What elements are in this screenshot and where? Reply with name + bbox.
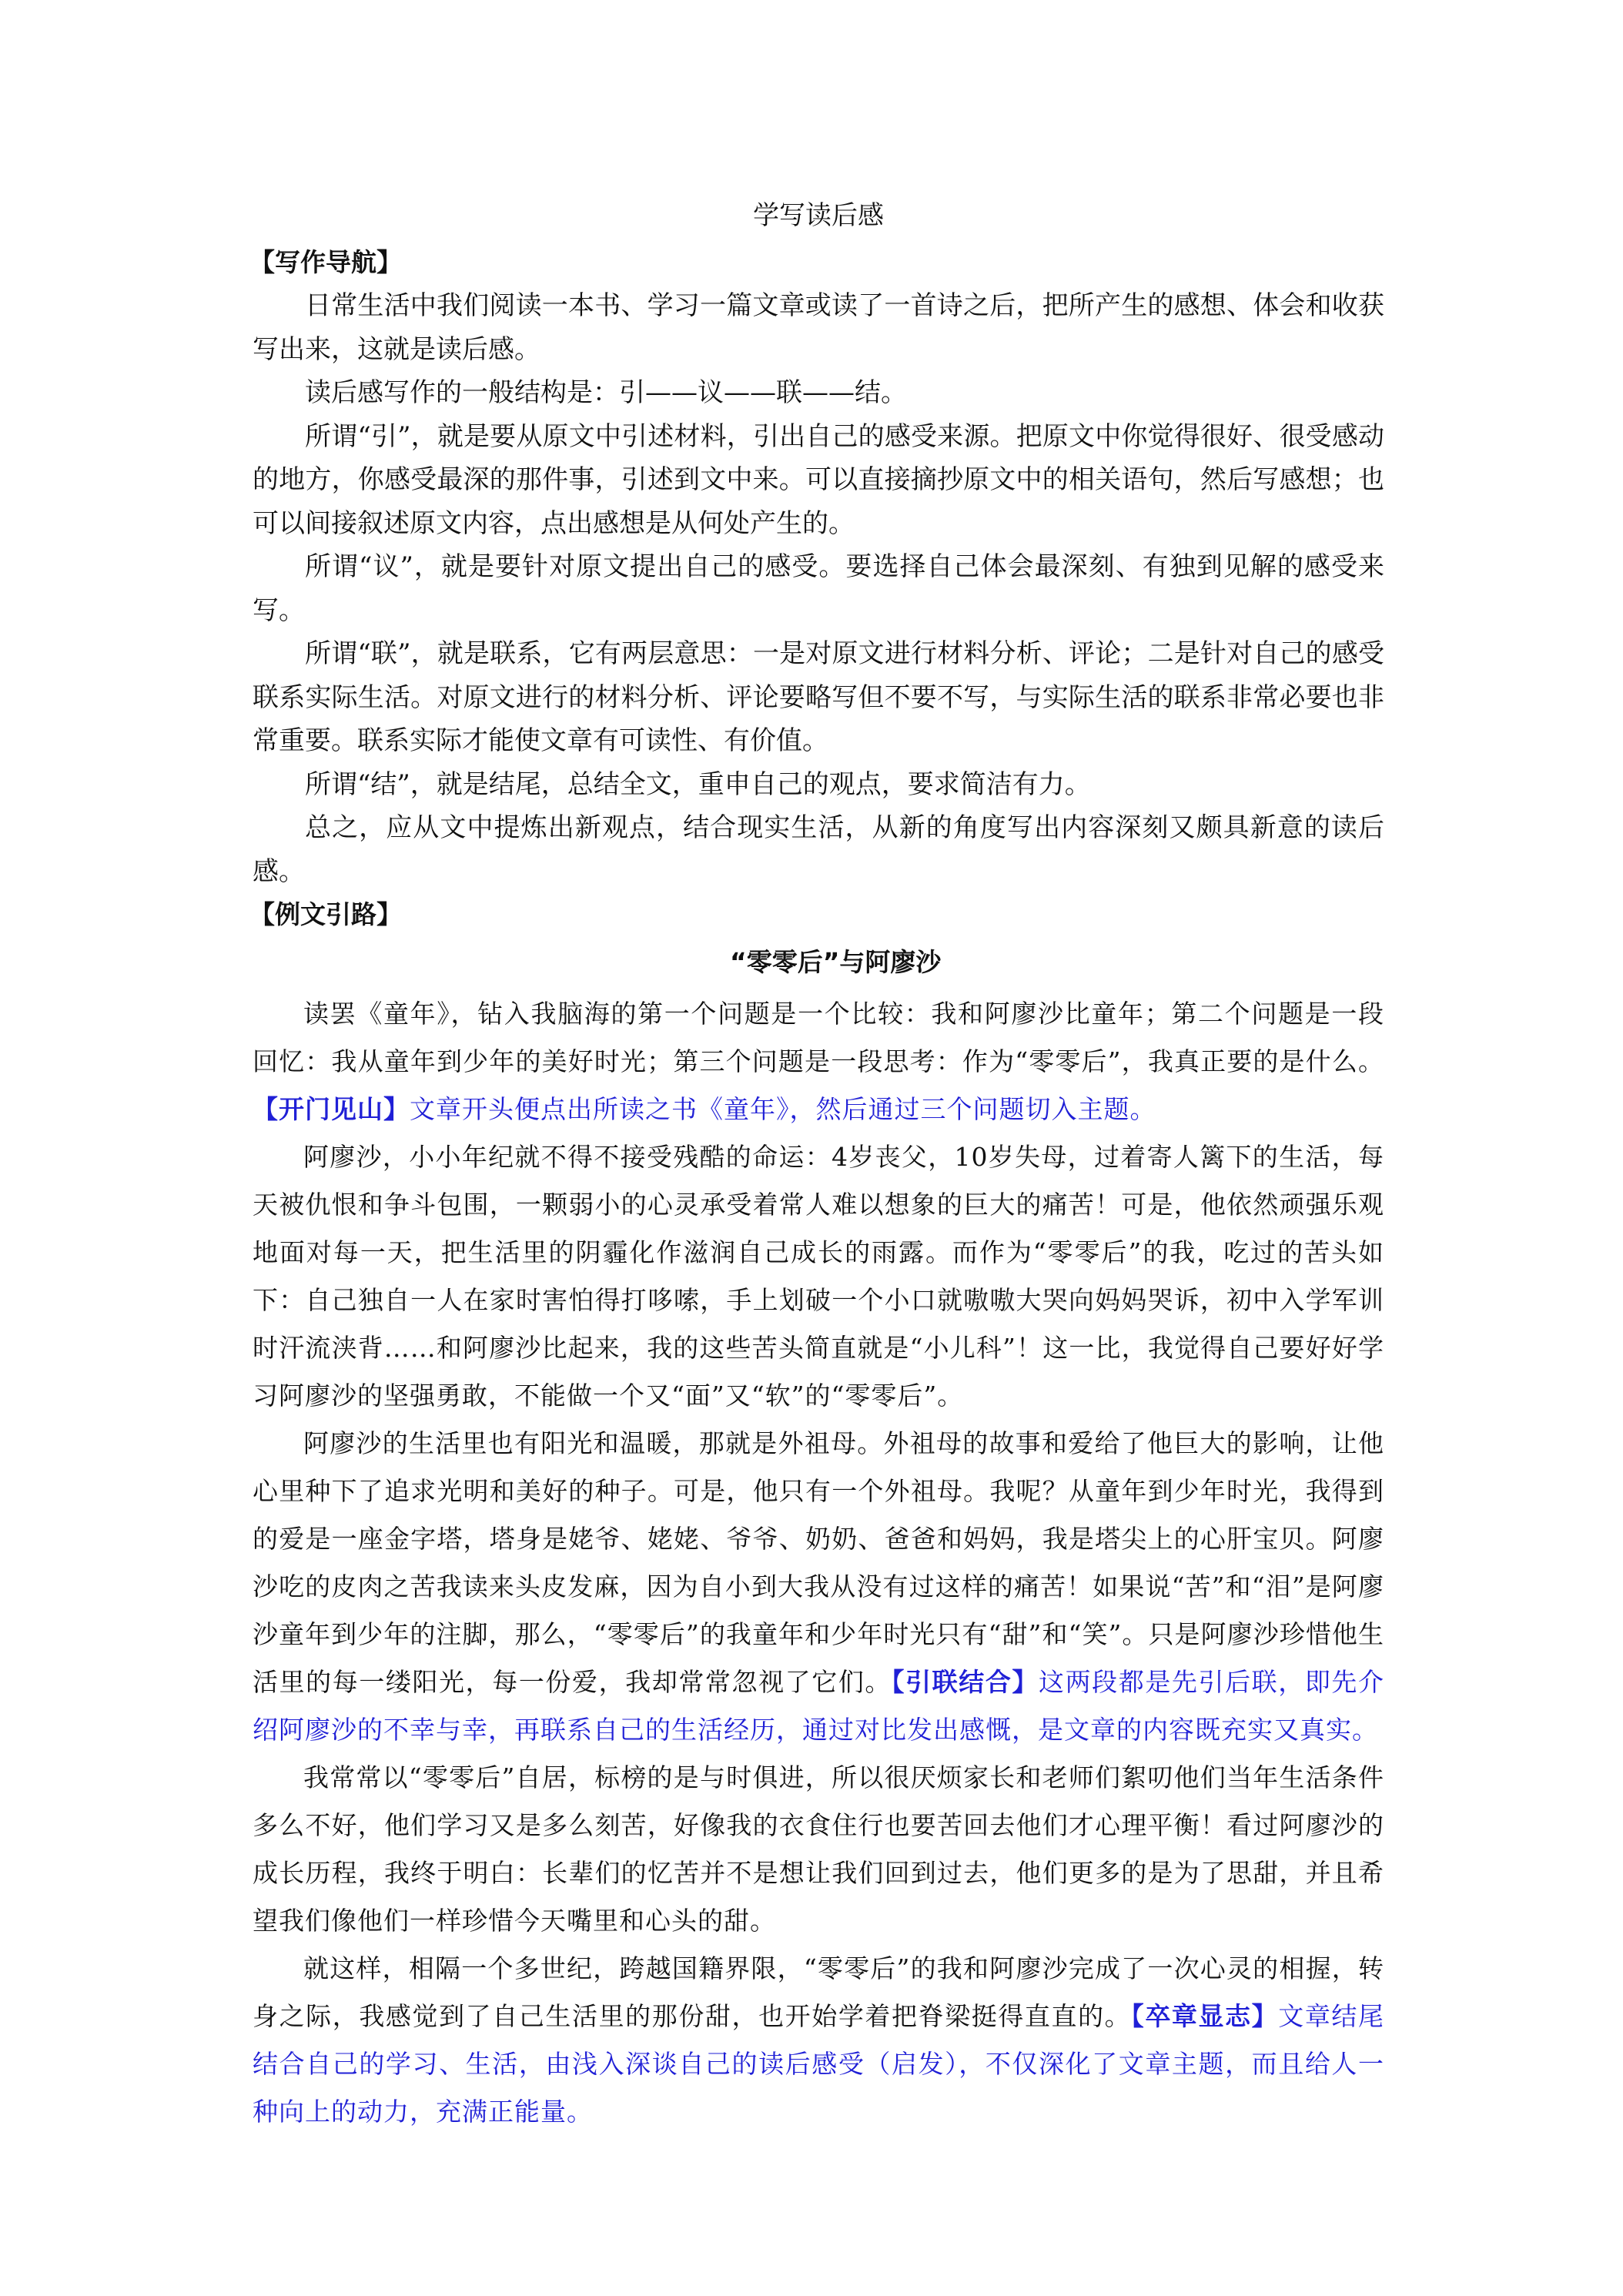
- annotation-note: 这两段都是先引后联，即先介绍阿廖沙的不幸与幸，再联系自己的生活经历，通过对比发出感慨，是文章的内容既充实又真实。: [253, 1667, 1385, 1745]
- essay-text: 阿廖沙的生活里也有阳光和温暖，那就是外祖母。外祖母的故事和爱给了他巨大的影响，让他心里种下了追求光明和美好的种子。可是，他只有一个外祖母。我呢？从童年到少年时光，我得到的爱是一座金字塔，塔身是姥爷、姥姥、爷爷、奶奶、爸爸和妈妈，我是塔尖上的心肝宝贝。阿廖沙吃的皮肉之苦我读来头皮发麻，因为自小到大我从没有过这样的痛苦！如果说“苦”和“泪”是阿廖沙童年到少年的注脚，那么，“零零后”的我童年和少年时光只有“甜”和“笑”。只是阿廖沙珍惜他生活里的每一缕阳光，每一份爱，我却常常忽视了它们。: [253, 1428, 1384, 1697]
- guide-paragraph-7: 总之，应从文中提炼出新观点，结合现实生活，从新的角度写出内容深刻又颇具新意的读后感。: [253, 812, 1384, 887]
- essay-text: 读罢《童年》，钻入我脑海的第一个问题是一个比较：我和阿廖沙比童年；第二个问题是一段回忆：我从童年到少年的美好时光；第三个问题是一段思考：作为“零零后”，我真正要的是什么。: [253, 999, 1384, 1076]
- guide-paragraph-2: 读后感写作的一般结构是：引——议——联——结。: [305, 377, 907, 408]
- guide-heading: 【写作导航】: [249, 247, 402, 277]
- guide-paragraph-1: 日常生活中我们阅读一本书、学习一篇文章或读了一首诗之后，把所产生的感想、体会和收获写出来，这就是读后感。: [253, 290, 1384, 365]
- essay-paragraph-2: [253, 1133, 1384, 1420]
- essay-title: “零零后”与阿廖沙: [730, 947, 942, 977]
- annotation-tag: 【卒章显志】: [1131, 2001, 1279, 2031]
- essay-text: 就这样，相隔一个多世纪，跨越国籍界限，“零零后”的我和阿廖沙完成了一次心灵的相握，转身之际，我感觉到了自己生活里的那份甜，也开始学着把脊梁挺得直直的。: [253, 1953, 1384, 2031]
- essay-text: 阿廖沙，小小年纪就不得不接受残酷的命运：4岁丧父，10岁失母，过着寄人篱下的生活，每天被仇恨和争斗包围，一颗弱小的心灵承受着常人难以想象的巨大的痛苦！可是，他依然顽强乐观地面对每一天，把生活里的阴霾化作滋润自己成长的雨露。而作为“零零后”的我，吃过的苦头如下：自己独自一人在家时害怕得打哆嗦，手上划破一个小口就嗷嗷大哭向妈妈哭诉，初中入学军训时汗流浃背……和阿廖沙比起来，我的这些苦头简直就是“小儿科”！这一比，我觉得自己要好好学习阿廖沙的坚强勇敢，不能做一个又“面”又“软”的“零零后”。: [253, 1142, 1384, 1411]
- annotation-tag: 【引联结合】: [892, 1667, 1039, 1697]
- guide-paragraph-5: 所谓“联”，就是联系，它有两层意思：一是对原文进行材料分析、评论；二是针对自己的感受联系实际生活。对原文进行的材料分析、评论要略写但不要不写，与实际生活的联系非常必要也非常重要。联系实际才能使文章有可读性、有价值。: [253, 638, 1384, 756]
- guide-paragraph-6: 所谓“结”，就是结尾，总结全文，重申自己的观点，要求简洁有力。: [305, 768, 1091, 800]
- document-page: [249, 196, 1385, 2136]
- annotation-note: 文章结尾结合自己的学习、生活，由浅入深谈自己的读后感受（启发），不仅深化了文章主题，而且给人一种向上的动力，充满正能量。: [253, 2001, 1385, 2127]
- essay-text: 我常常以“零零后”自居，标榜的是与时俱进，所以很厌烦家长和老师们絮叨他们当年生活条件多么不好，他们学习又是多么刻苦，好像我的衣食住行也要苦回去他们才心理平衡！看过阿廖沙的成长历程，我终于明白：长辈们的忆苦并不是想让我们回到过去，他们更多的是为了思甜，并且希望我们像他们一样珍惜今天嘴里和心头的甜。: [253, 1762, 1384, 1936]
- example-essay: [253, 939, 1384, 2136]
- guide-paragraph-3: 所谓“引”，就是要从原文中引述材料，引出自己的感受来源。把原文中你觉得很好、很受感动的地方，你感受最深的那件事，引述到文中来。可以直接摘抄原文中的相关语句，然后写感想；也可以间接叙述原文内容，点出感想是从何处产生的。: [253, 420, 1384, 539]
- document-title: 学写读后感: [753, 200, 884, 231]
- essay-paragraph-5: [253, 1945, 1384, 2136]
- example-heading: 【例文引路】: [249, 899, 402, 929]
- essay-paragraph-4: [253, 1754, 1384, 1945]
- annotation-tag: 【开门见山】: [253, 1094, 410, 1124]
- annotation-note: 文章开头便点出所读之书《童年》，然后通过三个问题切入主题。: [410, 1094, 1156, 1124]
- essay-paragraph-1: [253, 990, 1384, 1133]
- guide-paragraph-4: 所谓“议”，就是要针对原文提出自己的感受。要选择自己体会最深刻、有独到见解的感受来写。: [253, 551, 1384, 626]
- essay-paragraph-3: [253, 1420, 1384, 1754]
